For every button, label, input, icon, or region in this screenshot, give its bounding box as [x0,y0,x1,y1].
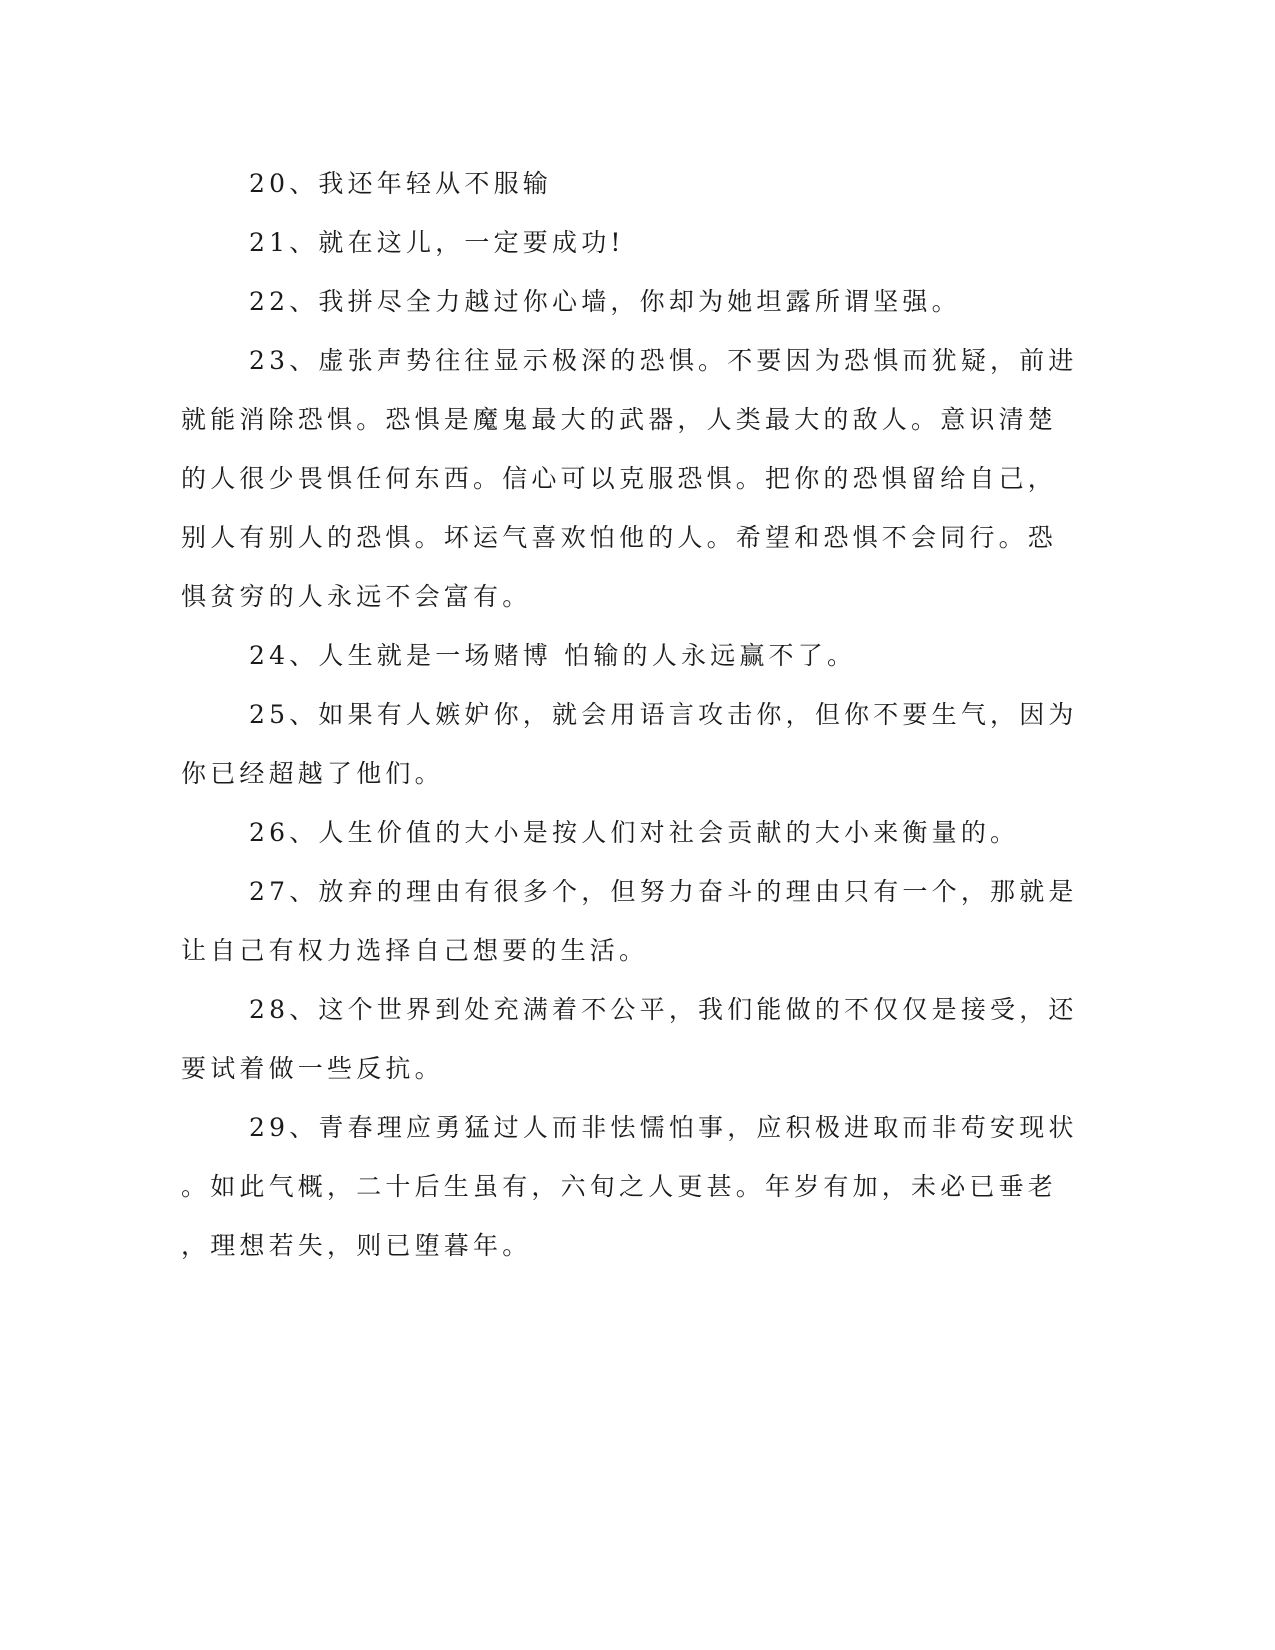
quote-22-line: 22、我拼尽全力越过你心墙，你却为她坦露所谓坚强。 [249,287,961,316]
quote-29-line-1: 29、青春理应勇猛过人而非怯懦怕事，应积极进取而非苟安现状 [249,1113,1078,1142]
quote-26-line: 26、人生价值的大小是按人们对社会贡献的大小来衡量的。 [249,818,1020,847]
quote-21-line: 21、就在这儿，一定要成功! [249,228,625,257]
document-body [181,154,1078,1275]
quote-23-line-3: 的人很少畏惧任何东西。信心可以克服恐惧。把你的恐惧留给自己， [181,464,1058,493]
quote-28-line-2: 要试着做一些反抗。 [181,1054,444,1083]
quote-20-line: 20、我还年轻从不服输 [249,169,553,198]
quote-29-line-3: ，理想若失，则已堕暮年。 [181,1231,532,1260]
quote-27-line-2: 让自己有权力选择自己想要的生活。 [181,936,649,965]
quote-23-line-4: 别人有别人的恐惧。坏运气喜欢怕他的人。希望和恐惧不会同行。恐 [181,523,1058,552]
quote-27-line-1: 27、放弃的理由有很多个，但努力奋斗的理由只有一个，那就是 [249,877,1078,906]
quote-25-line-2: 你已经超越了他们。 [181,759,444,788]
quote-25-line-1: 25、如果有人嫉妒你，就会用语言攻击你，但你不要生气，因为 [249,700,1078,729]
quote-23-line-2: 就能消除恐惧。恐惧是魔鬼最大的武器，人类最大的敌人。意识清楚 [181,405,1058,434]
quote-28-line-1: 28、这个世界到处充满着不公平，我们能做的不仅仅是接受，还 [249,995,1078,1024]
quote-24-line: 24、人生就是一场赌博 怕输的人永远赢不了。 [249,641,857,670]
quote-29-line-2: 。如此气概，二十后生虽有，六旬之人更甚。年岁有加，未必已垂老 [181,1172,1058,1201]
quote-23-line-5: 惧贫穷的人永远不会富有。 [181,582,532,611]
quote-23-line-1: 23、虚张声势往往显示极深的恐惧。不要因为恐惧而犹疑，前进 [249,346,1078,375]
